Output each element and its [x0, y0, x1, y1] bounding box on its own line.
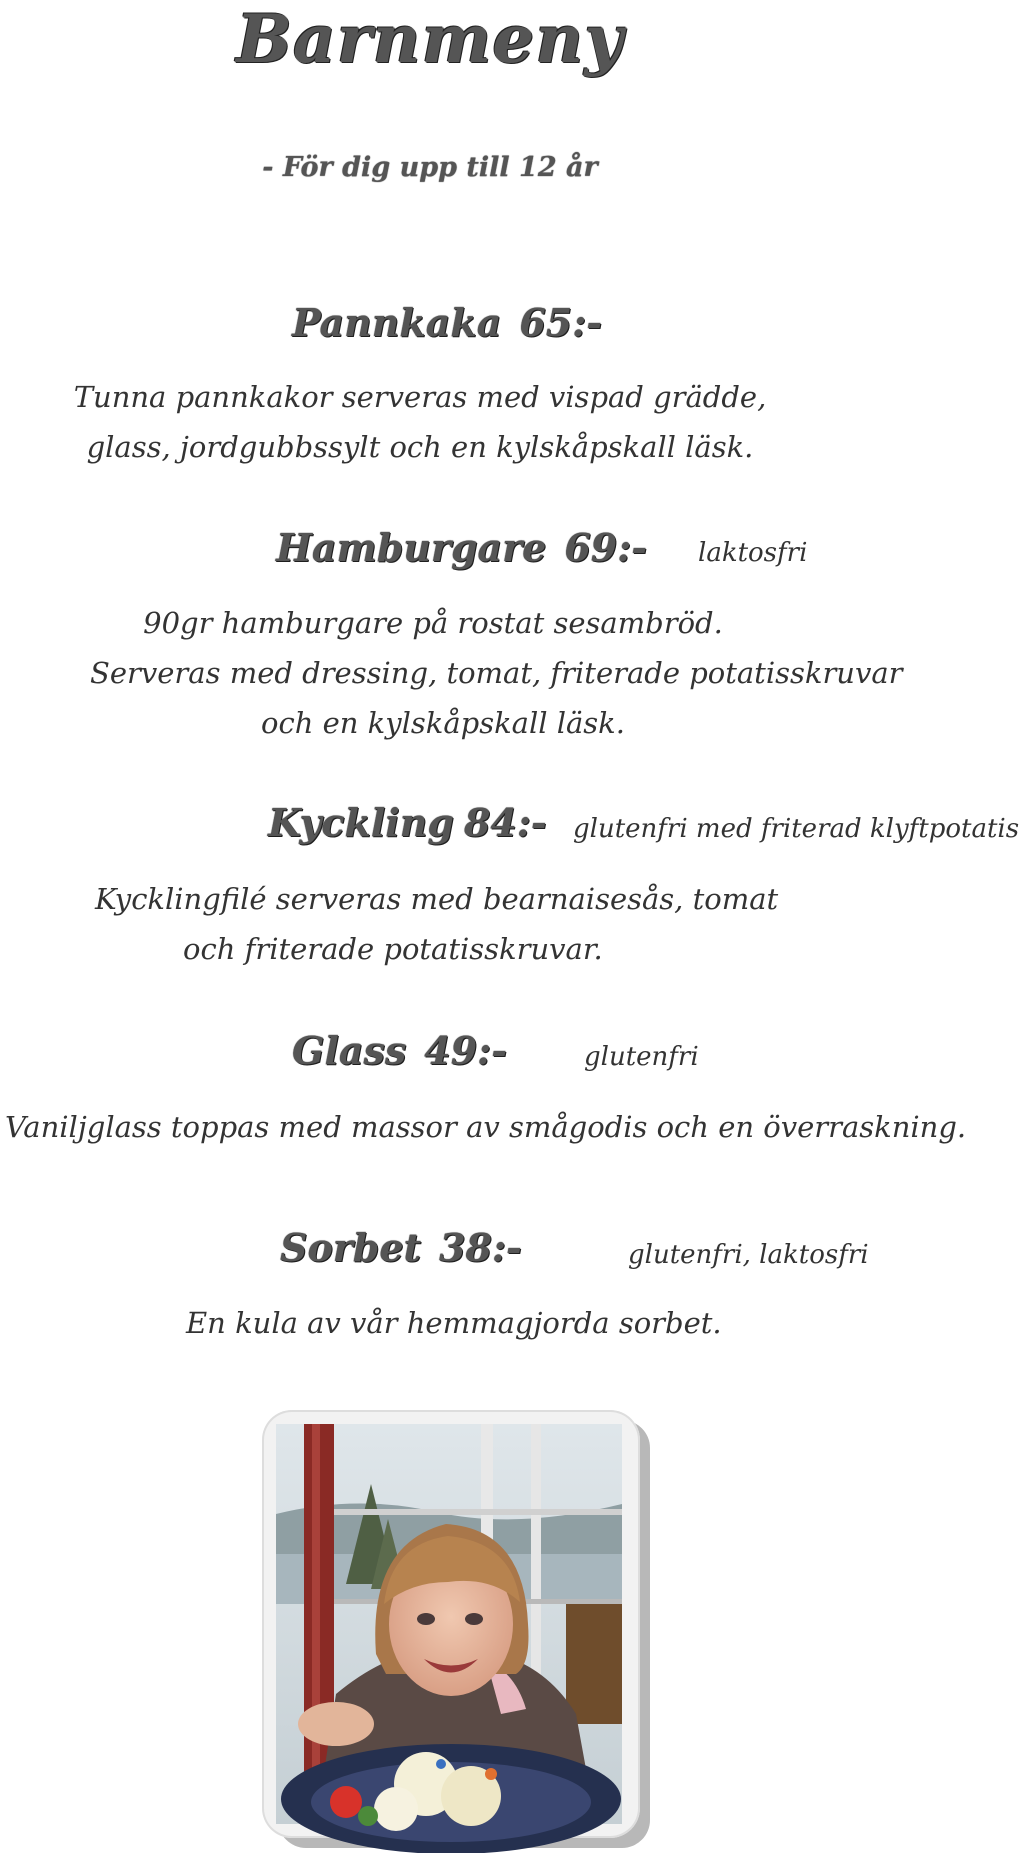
item-name: Hamburgare: [276, 525, 547, 570]
item-hamburgare-tag: laktosfri: [698, 538, 808, 568]
item-kyckling-tag: glutenfri med friterad klyftpotatis: [573, 814, 1019, 844]
child-photo: [276, 1424, 622, 1824]
item-name: Kyckling: [268, 800, 454, 845]
item-kyckling-description: [95, 874, 778, 974]
item-hamburgare-description: [90, 598, 903, 748]
item-price: 69:-: [564, 525, 648, 570]
item-name: Glass: [292, 1028, 407, 1073]
item-price: 38:-: [439, 1225, 522, 1270]
item-kyckling-heading: [268, 800, 547, 845]
menu-title: Barnmeny: [236, 0, 624, 78]
item-price: 65:-: [519, 300, 603, 345]
description-line: Tunna pannkakor serveras med vispad grädde,: [73, 380, 767, 414]
description-line: glass, jordgubbssylt och en kylskåpskall läsk.: [86, 430, 754, 464]
item-glass-heading: [292, 1028, 507, 1073]
description-line: En kula av vår hemmagjorda sorbet.: [186, 1306, 722, 1340]
item-hamburgare-heading: [276, 525, 647, 570]
description-line: Vaniljglass toppas med massor av smågodis och en överraskning.: [5, 1110, 967, 1144]
item-sorbet-tag: glutenfri, laktosfri: [628, 1240, 869, 1270]
item-pannkaka-description: [60, 372, 780, 472]
item-name: Sorbet: [280, 1225, 422, 1270]
description-line: 90gr hamburgare på rostat sesambröd.: [143, 606, 723, 640]
item-price: 84:-: [463, 800, 547, 845]
item-price: 49:-: [424, 1028, 507, 1073]
item-name: Pannkaka: [292, 300, 502, 345]
item-glass-tag: glutenfri: [584, 1042, 699, 1072]
description-line: Serveras med dressing, tomat, friterade potatisskruvar: [90, 656, 903, 690]
description-line: och friterade potatisskruvar.: [183, 932, 603, 966]
description-line: Kycklingfilé serveras med bearnaisesås, tomat: [95, 882, 779, 916]
menu-subtitle: - För dig upp till 12 år: [262, 152, 598, 183]
item-sorbet-description: [186, 1298, 722, 1348]
description-line: och en kylskåpskall läsk.: [261, 706, 625, 740]
item-sorbet-heading: [280, 1225, 522, 1270]
item-pannkaka-heading: [292, 300, 602, 345]
item-glass-description: [5, 1102, 966, 1152]
